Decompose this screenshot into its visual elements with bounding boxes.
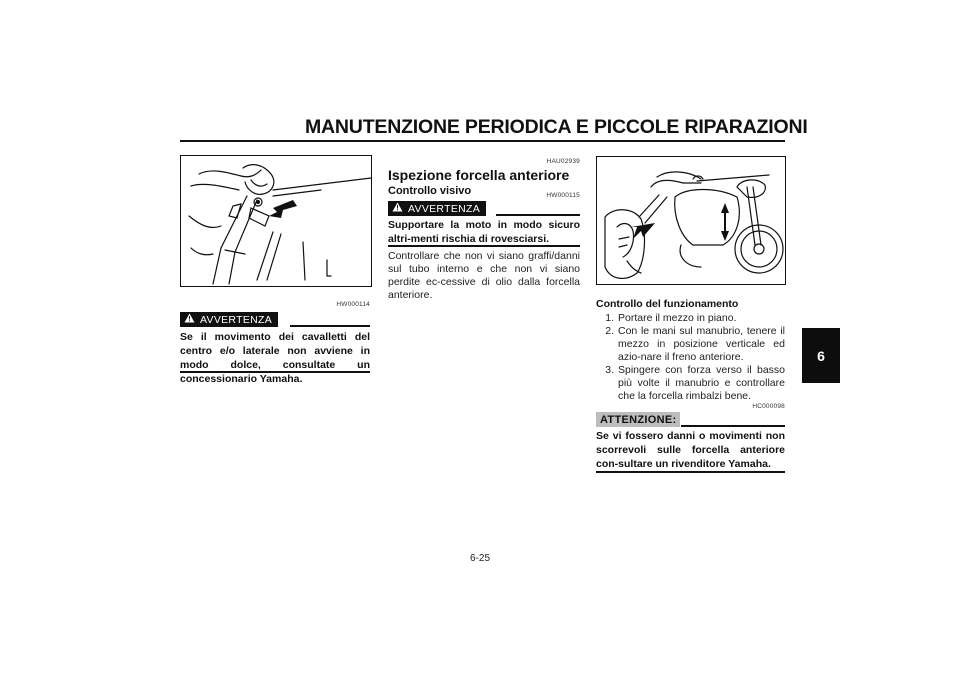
chapter-tab	[802, 328, 840, 383]
warning-header-rule	[290, 325, 370, 327]
warning-header-rule	[496, 214, 580, 216]
step-item: 1. Portare il mezzo in piano.	[605, 312, 737, 324]
warning-triangle-icon	[392, 202, 403, 215]
caution-badge: ATTENZIONE:	[596, 412, 680, 427]
step-item: 3. Spingere con forza verso il basso più volte il manubrio e controllare che la forcella rimbalzi bene.	[605, 364, 785, 402]
stand-illustration	[180, 155, 372, 287]
warning-header	[180, 312, 370, 327]
subsection-title: Controllo visivo	[388, 185, 472, 197]
fork-check-illustration	[596, 156, 786, 285]
warning-badge	[180, 312, 278, 327]
header-rule	[180, 140, 785, 142]
caution-header-rule	[681, 425, 785, 427]
function-check-title: Controllo del funzionamento	[596, 298, 739, 310]
function-check-steps	[596, 312, 785, 403]
fork-check-figure	[597, 157, 785, 284]
section-code: HAU02939	[546, 158, 580, 165]
section-title: Ispezione forcella anteriore	[388, 167, 570, 183]
warning-end-rule	[180, 371, 370, 373]
caution-text: Se vi fossero danni o movimenti non scorrevoli sulle forcella anteriore con-sultare un rivenditore Yamaha.	[596, 430, 785, 470]
warning-text: Se il movimento dei cavalletti del centro e/o laterale non avviene in modo dolce, consultate un concessionario Yamaha.	[180, 331, 370, 385]
page-number: 6-25	[469, 553, 490, 564]
warning-code: HW000114	[336, 301, 370, 308]
step-item: 2. Con le mani sul manubrio, tenere il mezzo in posizione verticale ed azio-nare il freno anteriore.	[605, 325, 785, 363]
stand-lubrication-figure	[181, 156, 371, 286]
caution-header	[596, 412, 785, 427]
caution-code: HC000098	[752, 403, 785, 410]
visual-check-text: Controllare che non vi siano graffi/danni sul tubo interno e che non vi siano perdite ec-cessive di olio dalla forcella anteriore.	[388, 250, 580, 301]
chapter-number: 6	[817, 347, 825, 364]
warning-code: HW000115	[546, 192, 580, 199]
warning-label: AVVERTENZA	[408, 202, 481, 215]
page-header-title: MANUTENZIONE PERIODICA E PICCOLE RIPARAZIONI	[305, 116, 808, 138]
warning-triangle-icon	[184, 313, 195, 326]
caution-end-rule	[596, 471, 785, 473]
warning-header	[388, 201, 580, 216]
warning-label: AVVERTENZA	[200, 313, 273, 326]
warning-text: Supportare la moto in modo sicuro altri-menti rischia di rovesciarsi.	[388, 219, 580, 245]
warning-end-rule	[388, 245, 580, 247]
warning-badge	[388, 201, 486, 216]
